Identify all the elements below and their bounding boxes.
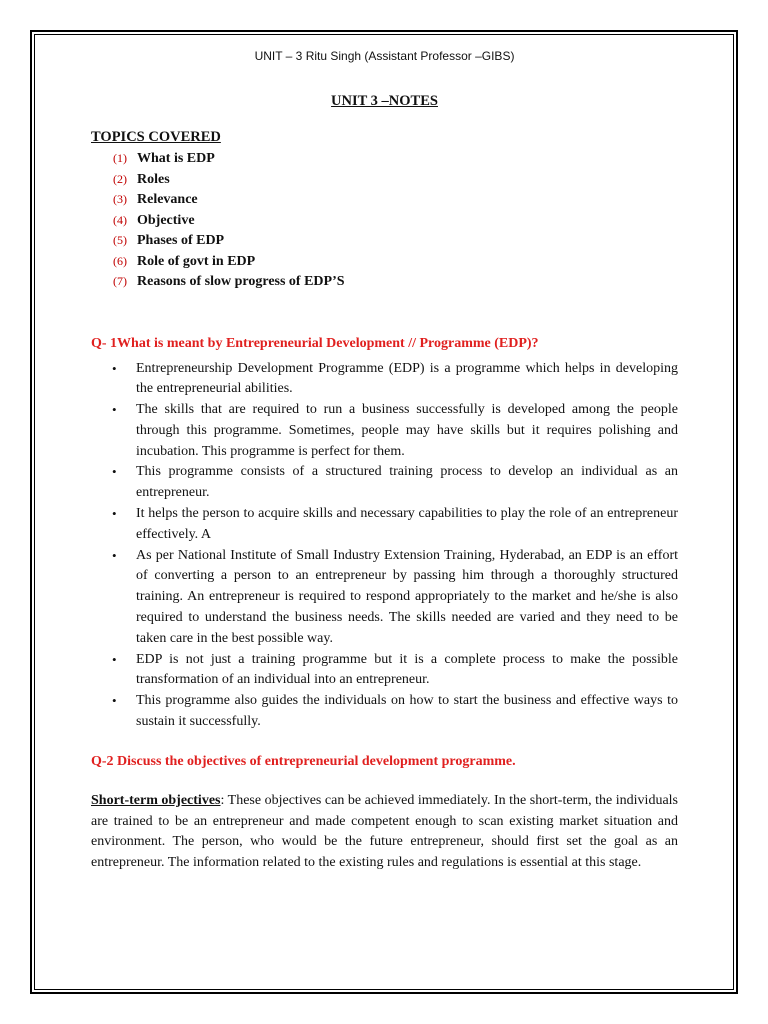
page-title: UNIT 3 –NOTES bbox=[331, 93, 438, 109]
topic-number: (3) bbox=[113, 192, 127, 206]
bullet-text: EDP is not just a training programme but it is a complete process to make the possible transformation of an individual into an entrepreneur. bbox=[136, 651, 678, 688]
topic-item bbox=[113, 169, 678, 190]
bullet-text: As per National Institute of Small Industry Extension Training, Hyderabad, an EDP is an effort of converting a person to an entrepreneur by passing him through a thoroughly structured training. An entrepreneur is required to respond appropriately to the market and he/she is also required to understand the business needs. The skills needed are varied and they need to be taken care in the best possible way. bbox=[136, 547, 678, 646]
topics-heading: TOPICS COVERED bbox=[91, 129, 221, 145]
bullet-icon: • bbox=[112, 651, 117, 667]
bullet-icon: • bbox=[112, 693, 117, 709]
topic-label: Objective bbox=[137, 212, 195, 228]
topic-number: (6) bbox=[113, 253, 127, 268]
bullet-item bbox=[91, 650, 678, 692]
topic-number: (7) bbox=[113, 274, 127, 288]
topic-label: Role of govt in EDP bbox=[137, 253, 256, 269]
topic-label: Roles bbox=[137, 171, 170, 187]
short-term-label: Short-term objectives bbox=[91, 792, 221, 808]
bullet-item bbox=[91, 546, 678, 650]
topic-label: What is EDP bbox=[137, 151, 215, 166]
bullet-text: This programme also guides the individuals on how to start the business and effective ways to sustain it successfully. bbox=[136, 693, 678, 730]
bullet-icon: • bbox=[112, 402, 117, 418]
bullet-text: Entrepreneurship Development Programme (EDP) is a programme which helps in developing the entrepreneurial abilities. bbox=[136, 360, 678, 397]
topic-item bbox=[113, 210, 678, 231]
bullet-icon: • bbox=[112, 506, 117, 522]
question-1-bullets bbox=[91, 359, 678, 733]
topic-item bbox=[113, 148, 678, 169]
topic-label: Relevance bbox=[137, 192, 198, 207]
bullet-icon: • bbox=[112, 360, 117, 376]
bullet-item bbox=[91, 359, 678, 401]
bullet-text: The skills that are required to run a business successfully is developed among the people through this programme. Sometimes, people may have skills but it requires polishing and incubation. This programme is perfect for them. bbox=[136, 402, 678, 459]
topic-number: (5) bbox=[113, 233, 127, 247]
topic-number: (2) bbox=[113, 171, 127, 186]
question-2-heading: Q-2 Discuss the objectives of entrepreneurial development programme. bbox=[91, 753, 516, 769]
page-header: UNIT – 3 Ritu Singh (Assistant Professor –GIBS) bbox=[254, 49, 515, 63]
topic-item bbox=[113, 189, 678, 210]
bullet-icon: • bbox=[112, 464, 117, 480]
short-term-text: : These objectives can be achieved immediately. In the short-term, the individuals are trained to be an entrepreneur and made competent enough to scan existing market situation and environment. The person, who would be the future entrepreneur, should first set the goal as an entrepreneur. The information related to the existing rules and regulations is essential at this stage. bbox=[91, 792, 679, 871]
topic-item bbox=[113, 230, 678, 251]
topic-number: (1) bbox=[113, 151, 127, 165]
topic-number: (4) bbox=[113, 212, 127, 227]
bullet-item bbox=[91, 691, 678, 733]
bullet-text: It helps the person to acquire skills and necessary capabilities to play the role of an entrepreneur effectively. A bbox=[136, 506, 678, 542]
bullet-item bbox=[91, 400, 678, 462]
topics-list bbox=[91, 148, 678, 292]
bullet-icon: • bbox=[112, 547, 117, 563]
short-term-paragraph bbox=[91, 791, 678, 874]
bullet-text: This programme consists of a structured training process to develop an individual as an entrepreneur. bbox=[136, 464, 678, 501]
topic-label: Phases of EDP bbox=[137, 233, 225, 248]
bullet-item bbox=[91, 504, 678, 546]
topic-item bbox=[113, 271, 678, 292]
topic-item bbox=[113, 251, 678, 272]
topic-label: Reasons of slow progress of EDP’S bbox=[137, 274, 345, 289]
bullet-item bbox=[91, 462, 678, 504]
document-body bbox=[91, 46, 678, 874]
question-1-heading: Q- 1What is meant by Entrepreneurial Development // Programme (EDP)? bbox=[91, 335, 539, 351]
